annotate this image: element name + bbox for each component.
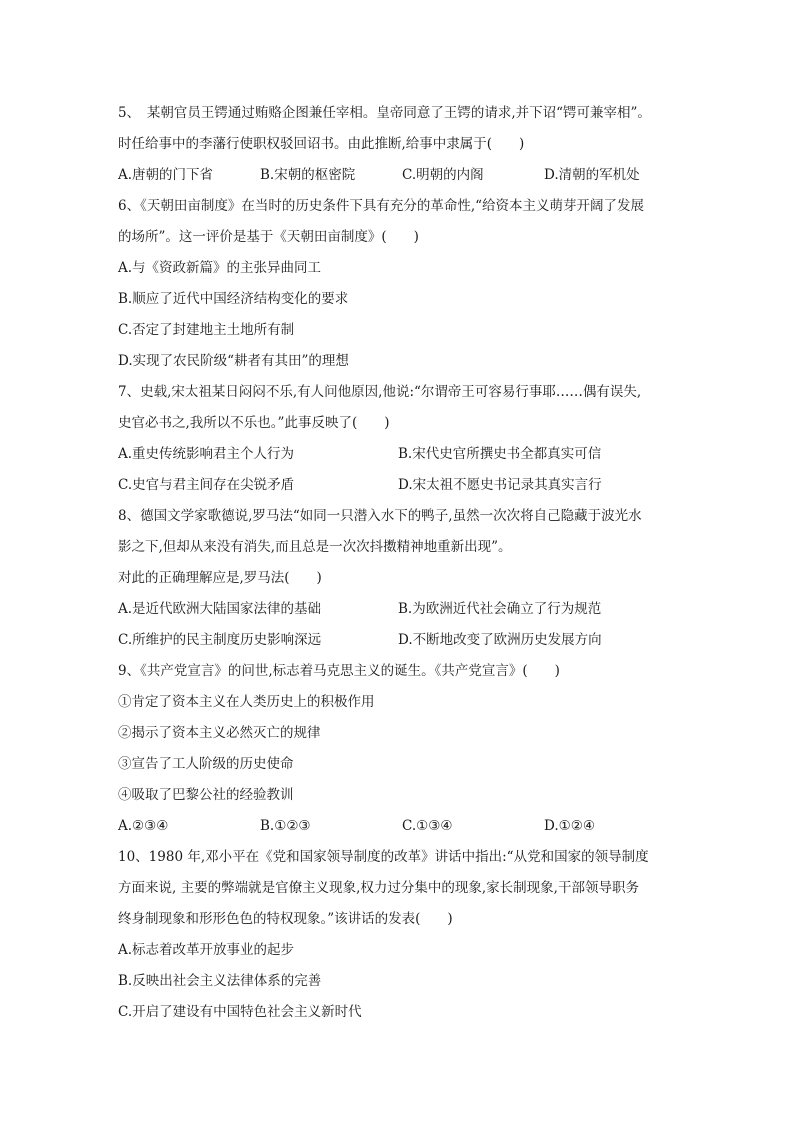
option-c: C.否定了封建地主土地所有制	[118, 322, 295, 338]
option-d: D.清朝的军机处	[544, 167, 640, 183]
question-7-options-row-1	[118, 439, 688, 470]
question-9-statement-2: ②揭示了资本主义必然灭亡的规律	[118, 725, 321, 741]
question-8-options-row-2	[118, 625, 688, 656]
option-b: B.①②③	[260, 818, 311, 834]
option-a: A.标志着改革开放事业的起步	[118, 942, 295, 958]
question-5-options	[118, 160, 688, 191]
question-8	[118, 501, 688, 656]
question-6-stem-line-2: 的场所”。这一评价是基于《天朝田亩制度》( )	[118, 229, 419, 245]
question-6	[118, 191, 688, 377]
question-10-stem-line-2: 方面来说, 主要的弊端就是官僚主义现象,权力过分集中的现象,家长制现象,干部领导职务	[118, 880, 639, 896]
question-8-options-row-1	[118, 594, 688, 625]
question-7-stem-line-1: 7、史载,宋太祖某日闷闷不乐,有人问他原因,他说:“尔谓帝王可容易行事耶……偶有误失,	[118, 384, 642, 400]
question-9	[118, 656, 688, 842]
question-9-stem-line-1: 9、《共产党宣言》的问世,标志着马克思主义的诞生。《共产党宣言》( )	[118, 663, 560, 679]
option-b: B.为欧洲近代社会确立了行为规范	[398, 601, 602, 617]
question-10-stem-line-1: 10、1980 年,邓小平在《党和国家领导制度的改革》讲话中指出:“从党和国家的领导制度	[118, 849, 649, 865]
question-8-stem-line-3: 对此的正确理解应是,罗马法( )	[118, 570, 322, 586]
option-a: A.与《资政新篇》的主张异曲同工	[118, 260, 322, 276]
option-d: D.宋太祖不愿史书记录其真实言行	[398, 477, 602, 493]
option-a: A.是近代欧洲大陆国家法律的基础	[118, 601, 322, 617]
option-a: A.②③④	[118, 818, 169, 834]
question-8-stem-line-2: 影之下,但却从来没有消失,而且总是一次次抖擞精神地重新出现”。	[118, 539, 512, 555]
question-7	[118, 377, 688, 501]
question-5-stem-line-1: 5、 某朝官员王锷通过贿赂企图兼任宰相。皇帝同意了王锷的请求,并下诏“锷可兼宰相”。	[118, 105, 651, 121]
question-8-stem-line-1: 8、德国文学家歌德说,罗马法“如同一只潜入水下的鸭子,虽然一次次将自己隐藏于波光水	[118, 508, 642, 524]
question-list	[118, 98, 688, 1028]
option-a: A.重史传统影响君主个人行为	[118, 446, 295, 462]
question-6-stem-line-1: 6、《天朝田亩制度》在当时的历史条件下具有充分的革命性,“给资本主义萌芽开阔了发展	[118, 198, 645, 214]
option-c: C.明朝的内阁	[402, 167, 484, 183]
question-7-stem-line-2: 史官必书之,我所以不乐也。”此事反映了( )	[118, 415, 390, 431]
option-b: B.宋代史官所撰史书全都真实可信	[398, 446, 602, 462]
question-9-statement-4: ④吸取了巴黎公社的经验教训	[118, 787, 294, 803]
option-c: C.史官与君主间存在尖锐矛盾	[118, 477, 295, 493]
option-c: C.①③④	[402, 818, 453, 834]
option-c: C.开启了建设有中国特色社会主义新时代	[118, 1004, 362, 1020]
question-9-options	[118, 811, 688, 842]
question-7-options-row-2	[118, 470, 688, 501]
question-10-stem-line-3: 终身制现象和形形色色的特权现象。”该讲话的发表( )	[118, 911, 453, 927]
option-d: D.不断地改变了欧洲历史发展方向	[398, 632, 602, 648]
option-d: D.实现了农民阶级“耕者有其田”的理想	[118, 353, 349, 369]
question-5	[118, 98, 688, 191]
question-9-statement-3: ③宣告了工人阶级的历史使命	[118, 756, 294, 772]
question-10	[118, 842, 688, 1028]
option-a: A.唐朝的门下省	[118, 167, 214, 183]
option-b: B.顺应了近代中国经济结构变化的要求	[118, 291, 349, 307]
option-d: D.①②④	[544, 818, 595, 834]
question-9-statement-1: ①肯定了资本主义在人类历史上的积极作用	[118, 694, 375, 710]
option-b: B.宋朝的枢密院	[260, 167, 356, 183]
question-5-stem-line-2: 时任给事中的李藩行使职权驳回诏书。由此推断,给事中隶属于( )	[118, 136, 525, 152]
option-b: B.反映出社会主义法律体系的完善	[118, 973, 322, 989]
option-c: C.所维护的民主制度历史影响深远	[118, 632, 322, 648]
